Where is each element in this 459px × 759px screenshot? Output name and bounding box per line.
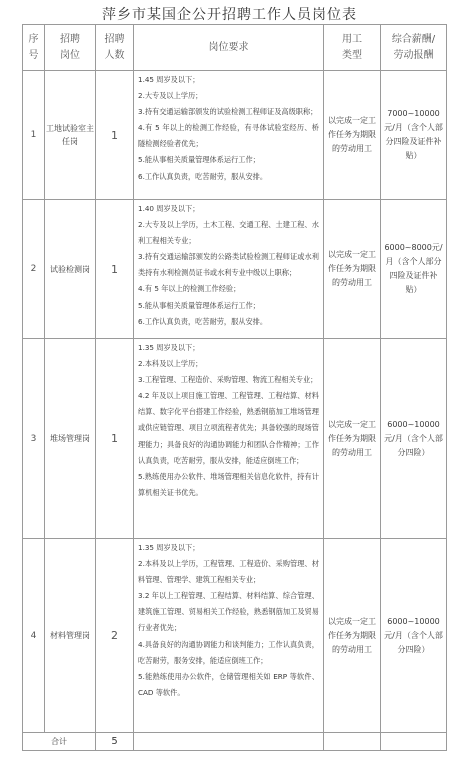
row-seq: 3 [23,339,45,539]
row-count: 1 [96,200,134,339]
row-salary: 6000~10000元/月（含个人部分四险） [381,339,447,539]
requirement-line: 3.2 年以上工程管理、工程结算、材料结算、综合管理、建筑施工管理、贸易相关工作经验，熟悉钢筋加工及贸易行业者优先； [138,591,319,633]
requirement-line: 4.具备良好的沟通协调能力和谈判能力；工作认真负责，吃苦耐劳，服务安排，能适应倒班工作； [138,639,319,665]
row-count: 1 [96,339,134,539]
row-post: 堆场管理岗 [45,339,96,539]
footer-label: 合计 [23,733,96,751]
footer-empty-cell [134,733,324,751]
positions-table [22,24,447,751]
requirement-line: 4.有 5 年以上的检测工作经验，有寻体试验室经历、桥隧检测经验者优先； [138,123,319,149]
header-seq: 序 号 [23,25,45,71]
requirement-line: 3.持有交通运输部颁发的公路类试验检测工程师证或水利类持有水利检测员证书或水利专业中级以上职称； [138,252,319,278]
requirement-line: 5.能熟练使用办公软件，仓储管理相关如 ERP 等软件、CAD 等软件。 [138,671,319,697]
row-salary: 6000~8000元/月（含个人部分四险及证件补贴） [381,200,447,339]
footer-empty-cell [381,733,447,751]
header-employment-type: 用工 类型 [324,25,381,71]
row-post: 材料管理岗 [45,539,96,733]
row-employment-type: 以完成一定工作任务为期限的劳动用工 [324,539,381,733]
row-seq: 2 [23,200,45,339]
requirement-line: 2.本科及以上学历； [138,359,203,369]
requirement-line: 5.能从事相关质量管理体系运行工作； [138,300,260,310]
row-count: 1 [96,71,134,200]
row-salary: 6000~10000元/月（含个人部分四险） [381,539,447,733]
row-requirements [134,200,324,339]
footer-total: 5 [96,733,134,751]
header-salary: 综合薪酬/ 劳动报酬 [381,25,447,71]
requirement-line: 6.工作认真负责，吃苦耐劳，服从安排。 [138,171,268,181]
header-count: 招聘 人数 [96,25,134,71]
table-row [23,339,447,539]
row-requirements [134,539,324,733]
row-count: 2 [96,539,134,733]
requirement-line: 1.35 周岁及以下； [138,543,200,552]
header-post: 招聘 岗位 [45,25,96,71]
row-employment-type: 以完成一定工作任务为期限的劳动用工 [324,71,381,200]
requirement-line: 3.持有交通运输部颁发的试验检测工程师证及高级职称； [138,107,318,117]
row-requirements [134,71,324,200]
row-seq: 1 [23,71,45,200]
requirement-line: 5.能从事相关质量管理体系运行工作； [138,155,260,165]
row-employment-type: 以完成一定工作任务为期限的劳动用工 [324,339,381,539]
requirement-line: 2.大专及以上学历； [138,91,203,101]
requirement-line: 6.工作认真负责，吃苦耐劳，服从安排。 [138,316,268,326]
requirement-line: 2.本科及以上学历，工程管理、工程造价、采购管理、材料管理、管理学、建筑工程相关专业； [138,559,319,585]
table-footer-row [23,733,447,751]
requirement-line: 2.大专及以上学历，土木工程、交通工程、土建工程、水利工程相关专业； [138,220,319,246]
requirement-line: 1.40 周岁及以下； [138,204,200,213]
requirement-line: 1.35 周岁及以下； [138,343,200,352]
row-post: 试验检测岗 [45,200,96,339]
table-row [23,71,447,200]
requirement-line: 4.2 年及以上项目施工管理、工程管理、工程结算、材料结算、数字化平台搭建工作经验，熟悉钢筋加工堆场管理或供应链管理、项目立项流程者优先；具备较强的现场管理能力；具备良好的沟通协调能力和团队合作精神；工作认真负责，吃苦耐劳，服从安排，能适应倒班工作； [138,391,319,465]
table-header-row [23,25,447,71]
row-employment-type: 以完成一定工作任务为期限的劳动用工 [324,200,381,339]
table-row [23,539,447,733]
requirement-line: 3.工程管理、工程造价、采购管理、物流工程相关专业； [138,375,318,385]
row-post: 工地试验室主任岗 [45,71,96,200]
row-seq: 4 [23,539,45,733]
row-salary: 7000~10000元/月（含个人部分四险及证件补贴） [381,71,447,200]
header-requirements: 岗位要求 [134,25,324,71]
footer-empty-cell [324,733,381,751]
row-requirements [134,339,324,539]
requirement-line: 5.熟练使用办公软件、堆场管理相关信息化软件，持有计算机相关证书优先。 [138,471,319,497]
requirement-line: 1.45 周岁及以下； [138,75,200,84]
page-title: 萍乡市某国企公开招聘工作人员岗位表 [102,7,357,23]
requirement-line: 4.有 5 年以上的检测工作经验； [138,284,241,294]
table-row [23,200,447,339]
